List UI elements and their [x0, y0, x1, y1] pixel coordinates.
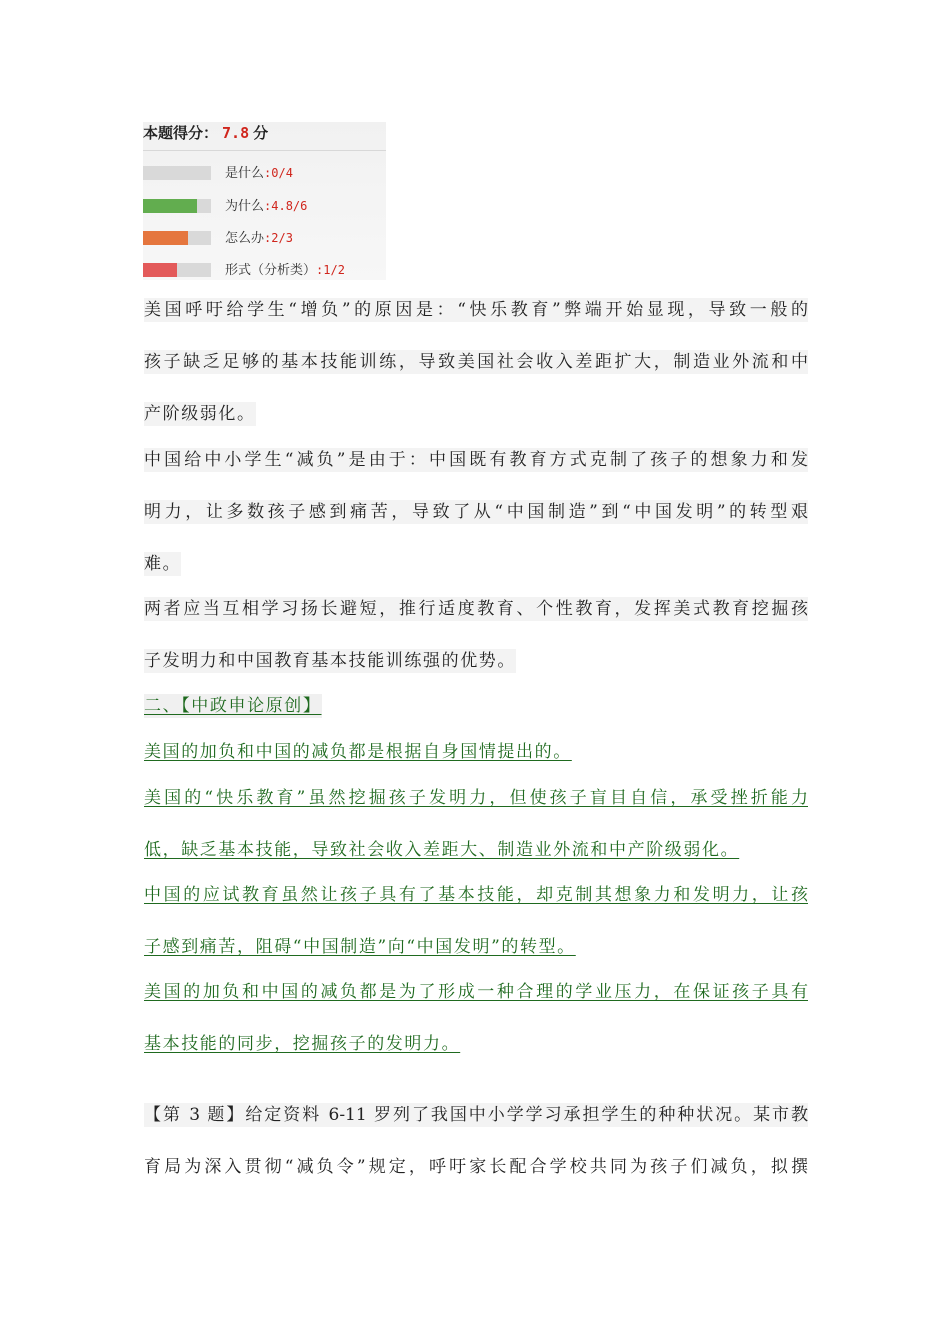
- text-line: 明力，让多数孩子感到痛苦，导致了从“中国制造”到“中国发明”的转型艰: [144, 502, 808, 522]
- score-bar-track: [143, 231, 211, 245]
- score-row-label: [225, 229, 293, 248]
- score-item-score: :2/3: [264, 231, 293, 245]
- score-title: [143, 122, 386, 151]
- text-line: 美国的加负和中国的减负都是为了形成一种合理的学业压力，在保证孩子具有: [144, 982, 808, 1002]
- score-value: 7.8: [222, 124, 250, 142]
- score-bar-track: [143, 263, 211, 277]
- text-line: 基本技能的同步，挖掘孩子的发明力。: [144, 1034, 461, 1054]
- text-line: 中国的应试教育虽然让孩子具有了基本技能，却克制其想象力和发明力，让孩: [144, 885, 808, 905]
- score-bar-fill: [143, 263, 177, 277]
- score-bar-fill: [143, 199, 197, 213]
- text-line: 子感到痛苦，阻碍“中国制造”向“中国发明”的转型。: [144, 937, 576, 957]
- text-line: 孩子缺乏足够的基本技能训练，导致美国社会收入差距扩大，制造业外流和中: [144, 352, 808, 372]
- text-line: 育局为深入贯彻“减负令”规定，呼吁家长配合学校共同为孩子们减负，拟撰: [144, 1157, 808, 1177]
- score-bar-fill: [143, 231, 188, 245]
- score-row-label: [225, 164, 293, 183]
- score-item-name: 为什么: [225, 199, 265, 214]
- score-bar-track: [143, 199, 211, 213]
- score-unit: 分: [253, 124, 269, 142]
- text-line: 子发明力和中国教育基本技能训练强的优势。: [144, 651, 516, 671]
- text-line: 低，缺乏基本技能，导致社会收入差距大、制造业外流和中产阶级弱化。: [144, 840, 740, 860]
- text-line: 两者应当互相学习扬长避短，推行适度教育、个性教育，发挥美式教育挖掘孩: [144, 599, 808, 619]
- score-item-name: 是什么: [225, 166, 265, 181]
- text-line: 【第 3 题】给定资料 6-11 罗列了我国中小学学习承担学生的种种状况。某市教: [144, 1105, 808, 1125]
- text-line: 美国的加负和中国的减负都是根据自身国情提出的。: [144, 742, 572, 762]
- score-item-name: 怎么办: [225, 231, 265, 246]
- score-bar-track: [143, 166, 211, 180]
- text-line: 难。: [144, 554, 182, 574]
- score-panel: [143, 122, 386, 280]
- score-row-label: [225, 197, 307, 216]
- section-title: 二、【中政申论原创】: [144, 696, 322, 716]
- score-title-prefix: 本题得分：: [143, 124, 219, 142]
- score-row-why: [143, 199, 386, 215]
- score-item-score: :4.8/6: [264, 199, 308, 213]
- text-line: 美国的“快乐教育”虽然挖掘孩子发明力，但使孩子盲目自信，承受挫折能力: [144, 788, 808, 808]
- score-row-what: [143, 166, 386, 182]
- score-item-score: :0/4: [264, 166, 293, 180]
- text-line: 美国呼吁给学生“增负”的原因是：“快乐教育”弊端开始显现，导致一般的: [144, 300, 808, 320]
- score-row-label: [225, 261, 345, 280]
- score-row-form: [143, 263, 386, 279]
- score-item-score: :1/2: [316, 263, 345, 277]
- text-line: 中国给中小学生“减负”是由于：中国既有教育方式克制了孩子的想象力和发: [144, 450, 808, 470]
- score-item-name: 形式（分析类）: [225, 263, 317, 278]
- text-line: 产阶级弱化。: [144, 404, 256, 424]
- score-row-how: [143, 231, 386, 247]
